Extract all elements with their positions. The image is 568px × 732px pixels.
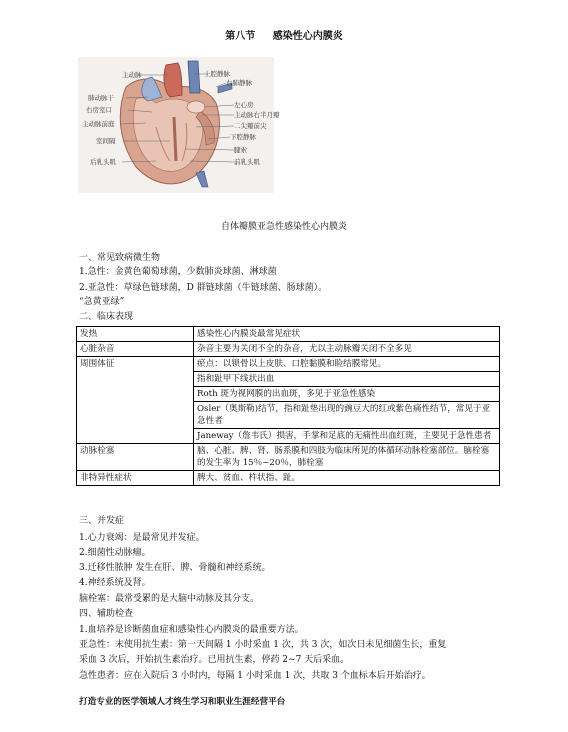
page-footer: 打造专业的医学领域人才终生学习和职业生涯经营平台 [79,697,286,707]
table-row [77,327,500,342]
table-cell-value: Janeway（詹韦氏）损害，手掌和足底的无痛性出血红斑，主要见于急性患者 [194,429,500,444]
label-aortic-vestibule: 主动脉前庭 [82,120,115,128]
table-cell-key: 动脉栓塞 [77,444,194,471]
table-cell-key: 非特异性症状 [77,471,194,486]
table-cell-value: 指和趾甲下线状出血 [194,372,500,387]
page-title [0,27,568,42]
section-1-heading: 一、常见致病微生物 [79,253,161,263]
section-3-line-3: 3.迁移性脓肿 发生在肝、脾、骨髓和神经系统。 [79,563,271,573]
section-4-line-3: 采血 3 次后，开始抗生素治疗。已用抗生素，停药 2~7 天后采血。 [79,655,350,665]
section-2-heading: 二、临床表现 [79,312,134,322]
label-rpv: 右肺静脉 [226,79,252,87]
label-ivc: 下腔静脉 [230,133,256,141]
table-cell-value: Osler（奥斯勒)结节，指和趾垫出现的豌豆大的红或紫色痛性结节，常见于亚急性者 [194,402,500,429]
table-cell-value: 瘀点：以锁骨以上皮肤、口腔黏膜和睑结膜常见。 [194,357,500,372]
table-row [77,342,500,357]
section-number: 第八节 [225,31,256,42]
label-posterior-papillary: 后乳头肌 [90,158,116,166]
heart-anatomy-figure [78,57,280,193]
section-1-mnemonic: “急黄亚绿” [79,297,125,307]
table-cell-key: 周围体征 [77,357,194,444]
table-cell-key: 发热 [77,327,194,342]
label-r-av-orifice: 右房室口 [86,106,112,114]
table-cell-value: 感染性心内膜炎最常见症状 [194,327,500,342]
label-ivs: 室间隔 [96,137,116,145]
table-cell-value: 脑、心脏、脾、肾、肠系膜和四肢为临床所见的体循环动脉栓塞部位。脑栓塞的发生率为 15％~20％，肺栓塞 [194,444,500,471]
section-3-line-5: 脑栓塞：最常受累的是大脑中动脉及其分支。 [79,594,260,604]
section-4-line-4: 急性患者：应在入院后 3 小时内，每隔 1 小时采血 1 次，共取 3 个血标本后开始治疗。 [79,671,431,681]
table-cell-value: Roth 斑为视网膜的出血斑，多见于亚急性感染 [194,387,500,402]
section-1-line-2: 2.亚急性：草绿色链球菌，D 群链球菌（牛链球菌、肠球菌）。 [79,283,328,293]
table-row [77,357,500,372]
section-3-line-4: 4.神经系统及肾。 [79,578,151,588]
section-4-line-2: 亚急性：未使用抗生素：第一天间隔 1 小时采血 1 次，共 3 次，如次日未见细菌生长，重复 [79,640,447,650]
section-4-line-1: 1.血培养是诊断菌血症和感染性心内膜炎的最重要方法。 [79,625,304,635]
section-1-line-1: 1.急性：金黄色葡萄球菌，少数肺炎球菌、淋球菌 [79,267,277,277]
section-3-line-2: 2.细菌性动脉瘤。 [79,548,151,558]
label-svc: 上腔静脉 [204,70,230,78]
table-cell-value: 杂音主要为关闭不全的杂音，尤以主动脉瓣关闭不全多见 [194,342,500,357]
label-aortic-valve: 主动脉右半月瓣 [234,111,280,119]
table-cell-value: 脾大、贫血、杵状指、趾。 [194,471,500,486]
table-row [77,471,500,486]
label-la: 左心房 [234,101,254,109]
label-anterior-papillary: 前乳头肌 [234,158,260,166]
label-mitral: 二尖瓣前尖 [234,122,267,130]
table-row [77,444,500,471]
section-title: 感染性心内膜炎 [272,31,343,42]
label-aorta: 主动脉 [122,71,142,79]
clinical-manifestations-table [76,326,500,486]
subtitle: 自体瓣膜亚急性感染性心内膜炎 [220,222,347,232]
section-3-line-1: 1.心力衰竭：是最常见并发症。 [79,533,205,543]
section-3-heading: 三、并发症 [79,516,125,526]
label-pulm-trunk: 肺动脉干 [88,94,114,102]
label-chordae: 腱索 [234,146,247,154]
section-4-heading: 四、辅助检查 [79,609,134,619]
table-cell-key: 心脏杂音 [77,342,194,357]
